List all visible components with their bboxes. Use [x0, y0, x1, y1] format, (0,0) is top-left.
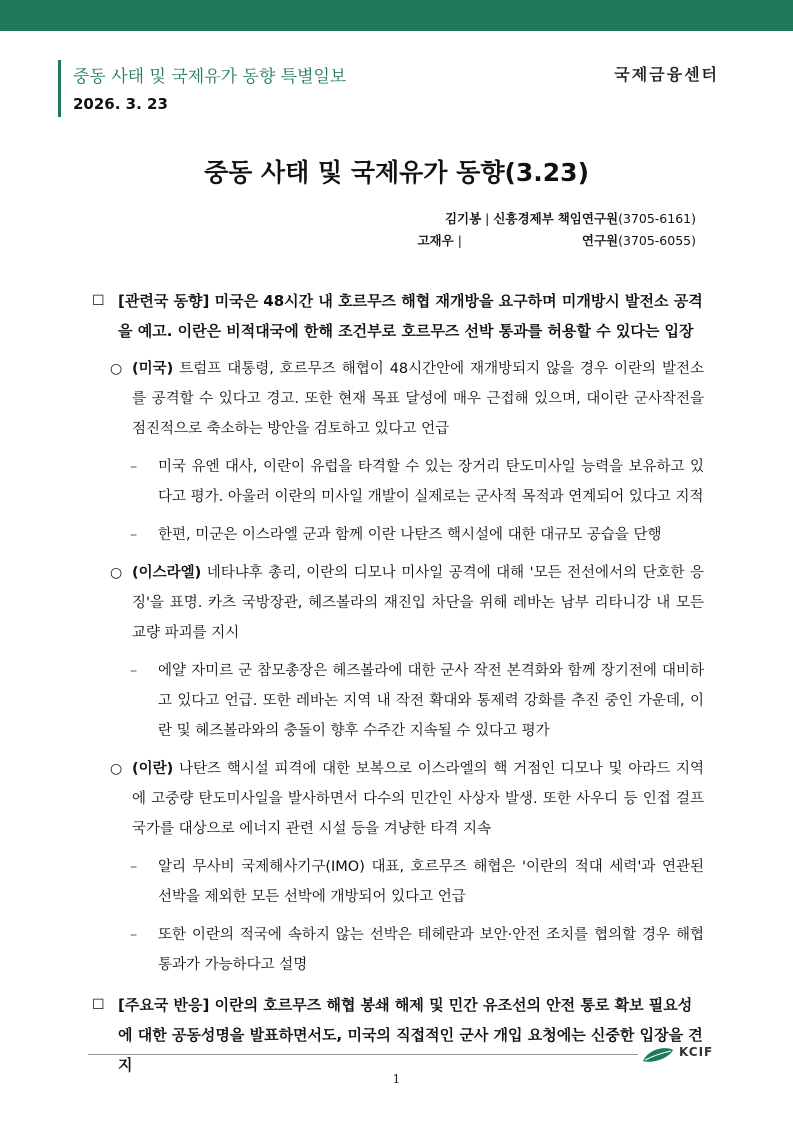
dash-bullet-icon: –: [130, 927, 138, 943]
document-title: 중동 사태 및 국제유가 동향(3.23): [204, 158, 589, 187]
detail-item-text: 알리 무사비 국제해사기구(IMO) 대표, 호르무즈 해협은 '이란의 적대 세력'과 연관된 선박을 제외한 모든 선박에 개방되어 있다고 언급: [158, 859, 704, 905]
section-heading: [92, 990, 704, 1080]
detail-item: [130, 920, 704, 980]
organization-name: 국제금융센터: [614, 65, 719, 84]
section-heading-text: [관련국 동향] 미국은 48시간 내 호르무즈 해협 재개방을 요구하며 미개방시 발전소 공격을 예고. 이란은 비적대국에 한해 조건부로 호르무즈 선박 통과를 허용할 수 있다는 입장: [118, 292, 703, 340]
circle-bullet-icon: ○: [110, 361, 123, 377]
author-separator: |: [485, 211, 494, 226]
detail-item-text: 에얄 자미르 군 참모총장은 헤즈볼라에 대한 군사 작전 본격화와 함께 장기전에 대비하고 있다고 언급. 또한 레바논 지역 내 작전 확대와 통제력 강화를 추진 중인 가운데, 이란 및 헤즈볼라와의 충돌이 향후 수주간 지속될 수 있다고 평가: [158, 663, 704, 739]
country-item-text: 나탄즈 핵시설 피격에 대한 보복으로 이스라엘의 핵 거점인 디모나 및 아라드 지역에 고중량 탄도미사일을 발사하면서 다수의 민간인 사상자 발생. 또한 사우디 등 인접 걸프 국가를 대상으로 에너지 관련 시설 등을 겨냥한 타격 지속: [132, 761, 704, 837]
author-phone: (3705-6161): [618, 211, 696, 226]
top-banner: [0, 0, 793, 31]
country-item-text: 트럼프 대통령, 호르무즈 해협이 48시간안에 재개방되지 않을 경우 이란의 발전소를 공격할 수 있다고 경고. 또한 현재 목표 달성에 매우 근접해 있으며, 대이란 군사작전을 점진적으로 축소하는 방안을 검토하고 있다고 언급: [132, 361, 704, 437]
detail-item: [130, 452, 704, 512]
country-item: [110, 354, 704, 444]
author-phone: (3705-6055): [618, 233, 696, 248]
dash-bullet-icon: –: [130, 527, 138, 543]
detail-item: [130, 656, 704, 746]
country-item: [110, 754, 704, 844]
author-role: 연구원: [581, 233, 619, 248]
page-number: 1: [392, 1072, 401, 1086]
author-name: 고재우: [417, 233, 454, 248]
circle-bullet-icon: ○: [110, 565, 123, 581]
country-item-text: 네타냐후 총리, 이란의 디모나 미사일 공격에 대해 '모든 전선에서의 단호한 응징'을 표명. 카츠 국방장관, 헤즈볼라의 재진입 차단을 위해 레바논 남부 리타니강 내 모든 교량 파괴를 지시: [132, 565, 704, 641]
dash-bullet-icon: –: [130, 459, 138, 475]
kcif-logo-text: KCIF: [679, 1045, 714, 1059]
header-accent-bar: [58, 60, 61, 117]
dash-bullet-icon: –: [130, 859, 138, 875]
detail-item-text: 미국 유엔 대사, 이란이 유럽을 타격할 수 있는 장거리 탄도미사일 능력을 보유하고 있다고 평가. 아울러 이란의 미사일 개발이 실제로는 군사적 목적과 연계되어 있다고 지적: [158, 459, 704, 505]
country-label: (이란): [132, 761, 174, 777]
kcif-logo-leaf-icon: [641, 1046, 675, 1064]
country-item: [110, 558, 704, 648]
detail-item-text: 또한 이란의 적국에 속하지 않는 선박은 테헤란과 보안·안전 조치를 협의할 경우 해협 통과가 가능하다고 설명: [158, 927, 704, 973]
country-label: (미국): [132, 361, 174, 377]
section-heading-text: [주요국 반응] 이란의 호르무즈 해협 봉쇄 해제 및 민간 유조선의 안전 통로 확보 필요성에 대한 공동성명을 발표하면서도, 미국의 직접적인 군사 개입 요청에는 신중한 입장을 견지: [118, 996, 703, 1074]
square-bullet-icon: ☐: [92, 997, 105, 1013]
author-role: 책임연구원: [557, 211, 619, 226]
report-series-title: 중동 사태 및 국제유가 동향 특별일보: [73, 67, 347, 87]
country-label: (이스라엘): [132, 565, 202, 581]
author-dept: 신흥경제부: [493, 211, 554, 226]
square-bullet-icon: ☐: [92, 293, 105, 309]
author-line-2: [417, 231, 696, 249]
report-body: [92, 286, 704, 1080]
footer-rule: [88, 1054, 638, 1055]
section-heading: [92, 286, 704, 346]
detail-item: [130, 852, 704, 912]
report-date: 2026. 3. 23: [73, 95, 168, 113]
author-name: 김기봉: [444, 211, 482, 226]
circle-bullet-icon: ○: [110, 761, 123, 777]
dash-bullet-icon: –: [130, 663, 138, 679]
detail-item: [130, 520, 704, 550]
author-line-1: [445, 209, 696, 227]
detail-item-text: 한편, 미군은 이스라엘 군과 함께 이란 나탄즈 핵시설에 대한 대규모 공습을 단행: [158, 527, 662, 543]
author-separator: |: [457, 233, 466, 248]
